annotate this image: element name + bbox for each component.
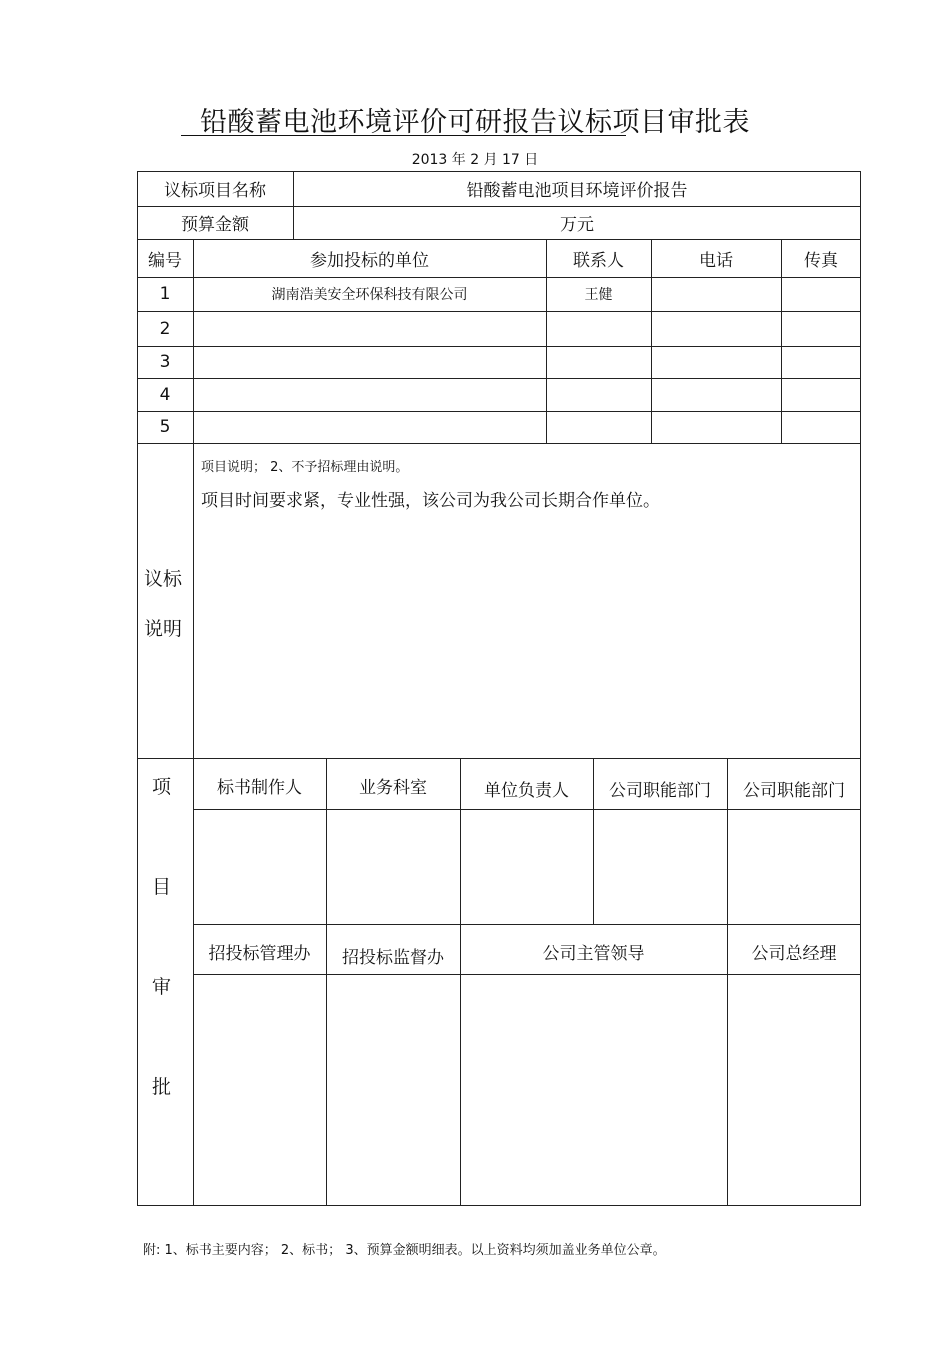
grid-line [193,974,861,975]
row-company [193,311,546,346]
row-phone [651,277,781,311]
row-contact [546,311,651,346]
header-phone: 电话 [699,250,733,271]
row-contact [546,346,651,378]
budget-label: 预算金额 [181,215,249,235]
row-number: 4 [159,384,171,405]
page-title: 铅酸蓄电池环境评价可研报告议标项目审批表 [200,107,750,138]
row-company [193,411,546,443]
row-contact: 王健 [584,287,613,303]
bid-explanation-label-line1: 议标 [144,568,183,590]
approval-header-functional-dept-2: 公司职能部门 [743,780,845,801]
row-phone [651,378,781,411]
row-phone [651,411,781,443]
approval-label-char: 审 [152,976,172,998]
row-company [193,378,546,411]
row-number: 1 [159,284,171,304]
header-fax: 传真 [804,250,838,271]
row-fax [781,311,861,346]
row-company: 湖南浩美安全环保科技有限公司 [271,287,468,303]
approval-header-bid-preparer: 标书制作人 [217,778,302,798]
row-fax [781,411,861,443]
grid-line [326,758,327,1206]
row-contact [546,411,651,443]
row-number: 3 [159,352,171,372]
approval-header-supervising-leader: 公司主管领导 [542,943,645,964]
row-number: 2 [159,318,171,339]
form-date: 2013 年 2 月 17 日 [411,152,539,168]
header-bidding-unit: 参加投标的单位 [310,250,429,271]
grid-line [727,758,728,1206]
row-company [193,346,546,378]
title-underline [181,135,626,136]
row-phone [651,311,781,346]
approval-header-bid-management-office: 招投标管理办 [208,943,311,964]
grid-line [137,443,861,444]
row-fax [781,378,861,411]
footer-note: 附: 1、标书主要内容； 2、标书； 3、预算金额明细表。以上资料均须加盖业务单位公章。 [143,1243,666,1258]
approval-label-char: 批 [152,1076,172,1098]
row-phone [651,346,781,378]
header-number: 编号 [148,250,182,271]
row-number: 5 [159,417,171,437]
bid-explanation-note: 项目说明； 2、不予招标理由说明。 [201,460,409,475]
budget-value: 万元 [560,215,594,235]
grid-line [460,758,461,1206]
row-fax [781,277,861,311]
project-name-value: 铅酸蓄电池项目环境评价报告 [466,181,688,201]
approval-label-char: 目 [152,876,172,898]
row-contact [546,378,651,411]
approval-label-char: 项 [152,776,172,798]
project-name-label: 议标项目名称 [164,181,266,201]
bid-explanation-label-line2: 说明 [144,618,183,640]
approval-header-unit-head: 单位负责人 [484,780,569,801]
approval-header-functional-dept: 公司职能部门 [609,780,711,801]
approval-header-business-dept: 业务科室 [359,778,427,798]
grid-line [193,924,861,925]
row-fax [781,346,861,378]
bid-explanation-body: 项目时间要求紧，专业性强，该公司为我公司长期合作单位。 [201,491,660,511]
approval-header-bid-supervision-office: 招投标监督办 [342,947,444,968]
grid-line [137,758,861,759]
approval-header-general-manager: 公司总经理 [751,943,837,964]
header-contact: 联系人 [573,250,624,271]
